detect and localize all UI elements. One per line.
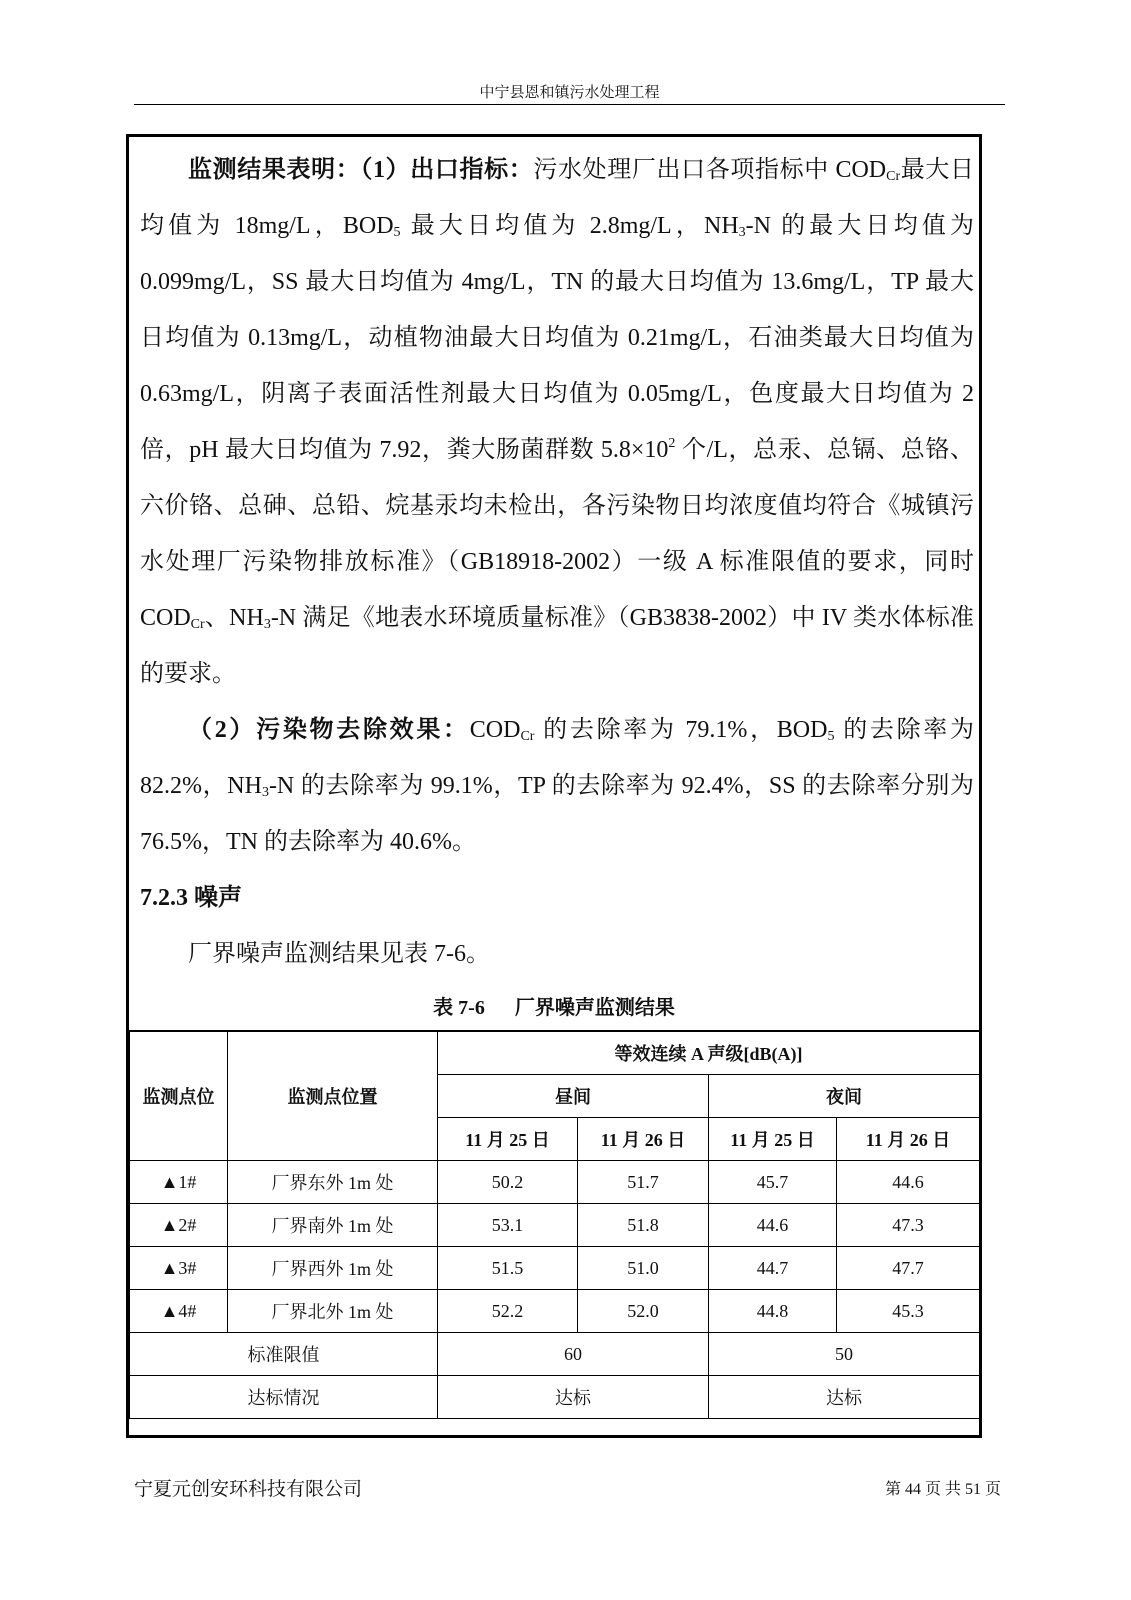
table-row <box>130 1204 980 1247</box>
cell-value: 44.6 <box>709 1204 837 1247</box>
cell-value: 50.2 <box>438 1161 578 1204</box>
footer-company: 宁夏元创安环科技有限公司 <box>134 1479 363 1500</box>
paragraph-table-reference: 厂界噪声监测结果见表 7-6。 <box>188 941 490 967</box>
table-row <box>130 1290 980 1333</box>
header-point: 监测点位 <box>130 1031 228 1161</box>
status-day: 达标 <box>438 1376 709 1419</box>
cell-location: 厂界北外 1m 处 <box>228 1290 438 1333</box>
text-run: COD <box>469 717 521 743</box>
cell-point: ▲3# <box>130 1247 228 1290</box>
subscript: 5 <box>393 225 401 240</box>
cell-value: 53.1 <box>438 1204 578 1247</box>
cell-value: 47.3 <box>837 1204 980 1247</box>
cell-value: 52.2 <box>438 1290 578 1333</box>
cell-point: ▲4# <box>130 1290 228 1333</box>
cell-value: 44.8 <box>709 1290 837 1333</box>
cell-value: 52.0 <box>578 1290 709 1333</box>
table-row <box>130 1161 980 1204</box>
table-title: 厂界噪声监测结果 <box>514 997 675 1019</box>
cell-location: 厂界东外 1m 处 <box>228 1161 438 1204</box>
header-group: 等效连续 A 声级[dB(A)] <box>438 1031 980 1075</box>
text-run: 最大日均值为 2.8mg/L，NH <box>400 213 739 239</box>
paragraph-lead: 监测结果表明：（1）出口指标： <box>188 157 534 183</box>
subscript: Cr <box>886 169 901 184</box>
subscript: 3 <box>263 617 271 632</box>
limit-label: 标准限值 <box>130 1333 438 1376</box>
table-caption <box>129 988 979 1028</box>
limit-night: 50 <box>709 1333 980 1376</box>
text-run: -N 的最大日均值为 0.099mg/L，SS 最大日均值为 4mg/L，TN 的最大日均值为 13.6mg/L，TP 最大日均值为 0.13mg/L，动植物油最大日均值为 0.21mg/L，石油类最大日均值为 0.63mg/L，阴离子表面活性剂最大日均值为 0.05mg/L，色度最大日均值为 2 倍，pH 最大日均值为 7.92，粪大肠菌群数 5.8×10 <box>140 213 974 463</box>
table-number: 表 7-6 <box>433 997 485 1019</box>
subscript: Cr <box>190 617 205 632</box>
paragraph-removal-efficiency <box>140 702 974 870</box>
text-run: -N 满足《地表水环境质量标准》（GB3838-2002）中 IV 类水体标准的要求。 <box>140 605 974 687</box>
cell-value: 51.7 <box>578 1161 709 1204</box>
cell-value: 44.7 <box>709 1247 837 1290</box>
subscript: Cr <box>520 729 535 744</box>
subscript: 5 <box>827 729 835 744</box>
table-status-row <box>130 1376 980 1419</box>
cell-value: 51.5 <box>438 1247 578 1290</box>
paragraph-lead: （2）污染物去除效果： <box>188 717 470 743</box>
subscript: 3 <box>738 225 746 240</box>
superscript: 2 <box>668 436 676 451</box>
status-label: 达标情况 <box>130 1376 438 1419</box>
header-date: 11 月 26 日 <box>578 1118 709 1161</box>
cell-value: 47.7 <box>837 1247 980 1290</box>
header-date: 11 月 26 日 <box>837 1118 980 1161</box>
cell-point: ▲2# <box>130 1204 228 1247</box>
paragraph-outlet-indicators <box>140 142 974 702</box>
text-run: 个/L，总汞、总镉、总铬、六价铬、总砷、总铅、烷基汞均未检出，各污染物日均浓度值均符合《城镇污水处理厂污染物排放标准》（GB18918-2002）一级 A 标准限值的要求，同时 COD <box>140 437 974 631</box>
header-date: 11 月 25 日 <box>709 1118 837 1161</box>
header-date: 11 月 25 日 <box>438 1118 578 1161</box>
footer-page-info: 第 44 页 共 51 页 <box>884 1481 1001 1498</box>
header-rule <box>134 104 1005 105</box>
subscript: 3 <box>261 785 269 800</box>
table-limit-row <box>130 1333 980 1376</box>
limit-day: 60 <box>438 1333 709 1376</box>
cell-value: 45.7 <box>709 1161 837 1204</box>
cell-value: 45.3 <box>837 1290 980 1333</box>
cell-point: ▲1# <box>130 1161 228 1204</box>
cell-location: 厂界西外 1m 处 <box>228 1247 438 1290</box>
cell-value: 51.0 <box>578 1247 709 1290</box>
text-run: 、NH <box>204 605 264 631</box>
noise-table <box>129 1030 980 1419</box>
cell-location: 厂界南外 1m 处 <box>228 1204 438 1247</box>
header-location: 监测点位置 <box>228 1031 438 1161</box>
cell-value: 51.8 <box>578 1204 709 1247</box>
status-night: 达标 <box>709 1376 980 1419</box>
page-header: 中宁县恩和镇污水处理工程 <box>479 85 660 101</box>
text-run: 最大日均值为 18mg/L，BOD <box>140 157 975 239</box>
text-run: 的去除率为 82.2%，NH <box>140 717 975 799</box>
text-run: -N 的去除率为 99.1%，TP 的去除率为 92.4%，SS 的去除率分别为 76.5%，TN 的去除率为 40.6%。 <box>140 773 975 855</box>
cell-value: 44.6 <box>837 1161 980 1204</box>
header-day: 昼间 <box>438 1075 709 1118</box>
text-run: 的去除率为 79.1%，BOD <box>534 717 828 743</box>
body-text <box>140 142 974 982</box>
header-night: 夜间 <box>709 1075 980 1118</box>
section-title: 7.2.3 噪声 <box>140 885 242 911</box>
table-header-row <box>130 1031 980 1075</box>
table-row <box>130 1247 980 1290</box>
text-run: 污水处理厂出口各项指标中 COD <box>533 157 887 183</box>
